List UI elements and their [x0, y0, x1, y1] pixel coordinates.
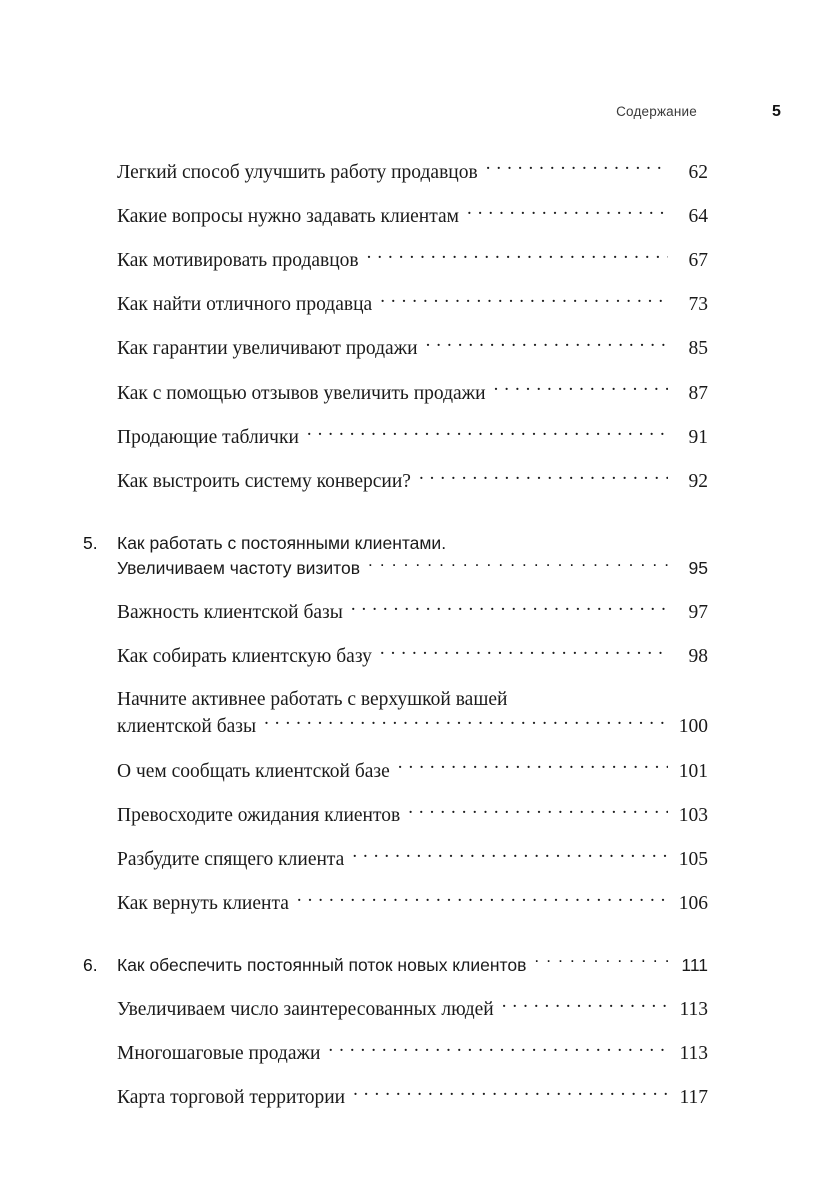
toc-leader-dots [398, 757, 668, 777]
toc-leader-dots [486, 158, 668, 178]
toc-leader-dots [534, 954, 668, 972]
toc-entry-last-line [117, 801, 708, 828]
toc-entry-body [117, 801, 708, 828]
toc-entry[interactable] [83, 801, 708, 828]
toc-entry[interactable] [83, 202, 708, 229]
toc-entry-body [117, 246, 708, 273]
toc-entry-page-number: 92 [688, 471, 708, 493]
toc-entry-page-number: 117 [679, 1087, 708, 1109]
toc-entry-number: 6. [83, 955, 98, 975]
toc-entry[interactable] [83, 291, 708, 318]
toc-entry[interactable] [83, 995, 708, 1022]
toc-entry-title-line: Как собирать клиентскую базу [117, 646, 372, 668]
toc-entry-body [117, 379, 708, 406]
toc-entry-body [117, 158, 708, 185]
toc-entry-last-line [117, 379, 708, 406]
toc-entry-page-number: 87 [688, 382, 708, 404]
toc-entry-title-line: Начните активнее работать с верхушкой вашей [117, 689, 508, 711]
toc-entry-title-line: Многошаговые продажи [117, 1043, 321, 1065]
toc-entry[interactable] [83, 158, 708, 185]
toc-entry-body [117, 202, 708, 229]
toc-entry-page-number: 103 [678, 804, 708, 826]
toc-entry-page-number: 98 [688, 646, 708, 668]
toc-entry-last-line [117, 713, 708, 740]
toc-entry-page-number: 113 [679, 1043, 708, 1065]
toc-entry-title-line: Как обеспечить постоянный поток новых клиентов [117, 955, 527, 975]
toc-entry-title-line: Продающие таблички [117, 426, 299, 448]
toc-leader-dots [426, 335, 668, 355]
toc-group [83, 953, 708, 1111]
toc-entry-last-line [117, 1084, 708, 1111]
toc-entry-page-number: 100 [678, 716, 708, 738]
toc-entry-last-line [117, 995, 708, 1022]
toc-entry[interactable] [83, 757, 708, 784]
toc-entry-last-line [117, 846, 708, 873]
toc-entry[interactable] [83, 379, 708, 406]
toc-entry-body [117, 890, 708, 917]
toc-leader-dots [494, 379, 668, 399]
running-head-title: Содержание [616, 104, 697, 119]
toc-entry-body [117, 687, 708, 740]
toc-entry[interactable] [83, 643, 708, 670]
toc-entry-title-line: Как вернуть клиента [117, 893, 289, 915]
toc-leader-dots [351, 599, 668, 619]
toc-leader-dots [380, 643, 668, 663]
toc-entry-last-line [117, 468, 708, 495]
toc-entry-body [117, 1084, 708, 1111]
toc-leader-dots [368, 557, 668, 575]
toc-entry-title-line: Как с помощью отзывов увеличить продажи [117, 382, 486, 404]
toc-entry-last-line [117, 953, 708, 978]
toc-entry-body [117, 468, 708, 495]
toc-entry-last-line [117, 291, 708, 318]
toc-entry-body [117, 531, 708, 582]
running-head [0, 103, 817, 125]
toc-chapter-entry[interactable] [83, 953, 708, 978]
toc-entry-page-number: 97 [688, 602, 708, 624]
toc-entry[interactable] [83, 846, 708, 873]
toc-leader-dots [367, 246, 668, 266]
toc-entry-last-line [117, 599, 708, 626]
toc-entry-last-line [117, 246, 708, 273]
toc-entry-page-number: 62 [688, 161, 708, 183]
toc-entry[interactable] [83, 246, 708, 273]
toc-entry-title-line: Какие вопросы нужно задавать клиентам [117, 205, 459, 227]
toc-leader-dots [264, 713, 668, 733]
toc-entry-page-number: 113 [679, 998, 708, 1020]
toc-entry-page-number: 106 [678, 893, 708, 915]
toc-entry-last-line [117, 158, 708, 185]
toc-entry[interactable] [83, 468, 708, 495]
toc-chapter-entry[interactable] [83, 531, 708, 582]
toc-entry[interactable] [83, 423, 708, 450]
toc-leader-dots [380, 291, 668, 311]
toc-entry-page-number: 73 [688, 294, 708, 316]
toc-entry-body [117, 995, 708, 1022]
page-number: 5 [772, 103, 781, 120]
toc-entry[interactable] [83, 1084, 708, 1111]
toc-entry-title-line: Увеличиваем частоту визитов [117, 558, 361, 579]
toc-entry-title-line: Как мотивировать продавцов [117, 249, 359, 271]
toc-entry-page-number: 91 [688, 426, 708, 448]
toc-entry-last-line [117, 890, 708, 917]
toc-group [83, 531, 708, 917]
toc-entry-title-line: Легкий способ улучшить работу продавцов [117, 161, 478, 183]
toc-entry-body [117, 599, 708, 626]
toc-entry[interactable] [83, 1040, 708, 1067]
toc-entry-last-line [117, 335, 708, 362]
toc-entry-title-line: Карта торговой территории [117, 1087, 346, 1109]
toc-entry[interactable] [83, 599, 708, 626]
toc-leader-dots [328, 1040, 668, 1060]
toc-entry-title-line: Разбудите спящего клиента [117, 849, 345, 871]
toc-leader-dots [408, 801, 668, 821]
toc-group [83, 158, 708, 495]
toc-entry-title-line: клиентской базы [117, 716, 257, 738]
toc-entry-body [117, 335, 708, 362]
toc-entry-body [117, 291, 708, 318]
toc-entry-page-number: 67 [688, 249, 708, 271]
toc-entry-body [117, 757, 708, 784]
table-of-contents [83, 158, 708, 1128]
toc-entry-title-line: О чем сообщать клиентской базе [117, 760, 390, 782]
toc-entry-page-number: 101 [678, 760, 708, 782]
toc-entry-number: 5. [83, 532, 98, 553]
toc-entry-last-line [117, 202, 708, 229]
toc-entry-body [117, 643, 708, 670]
toc-leader-dots [467, 202, 668, 222]
toc-entry-title-line: Важность клиентской базы [117, 602, 343, 624]
toc-entry[interactable] [83, 687, 708, 740]
toc-entry-page-number: 64 [688, 205, 708, 227]
toc-entry[interactable] [83, 890, 708, 917]
toc-entry-page-number: 105 [678, 849, 708, 871]
toc-entry-body [117, 846, 708, 873]
toc-entry[interactable] [83, 335, 708, 362]
toc-leader-dots [297, 890, 668, 910]
toc-entry-last-line [117, 423, 708, 450]
toc-leader-dots [419, 468, 668, 488]
toc-leader-dots [307, 423, 668, 443]
toc-entry-title-line: Как гарантии увеличивают продажи [117, 338, 418, 360]
toc-entry-last-line [117, 643, 708, 670]
toc-entry-page-number: 95 [688, 558, 708, 579]
toc-entry-title-line: Превосходите ожидания клиентов [117, 804, 401, 826]
toc-entry-last-line [117, 757, 708, 784]
toc-entry-title-line: Как работать с постоянными клиентами. [117, 532, 447, 553]
toc-entry-title-line: Как выстроить систему конверсии? [117, 471, 411, 493]
toc-entry-last-line [117, 556, 708, 581]
toc-entry-body [117, 953, 708, 978]
toc-entry-page-number: 85 [688, 338, 708, 360]
toc-leader-dots [352, 846, 668, 866]
toc-entry-page-number: 111 [681, 955, 708, 975]
toc-entry-body [117, 423, 708, 450]
toc-entry-title-line: Как найти отличного продавца [117, 294, 373, 316]
toc-entry-last-line [117, 1040, 708, 1067]
toc-leader-dots [502, 995, 668, 1015]
toc-entry-body [117, 1040, 708, 1067]
toc-leader-dots [353, 1084, 668, 1104]
toc-entry-title-line: Увеличиваем число заинтересованных людей [117, 998, 494, 1020]
